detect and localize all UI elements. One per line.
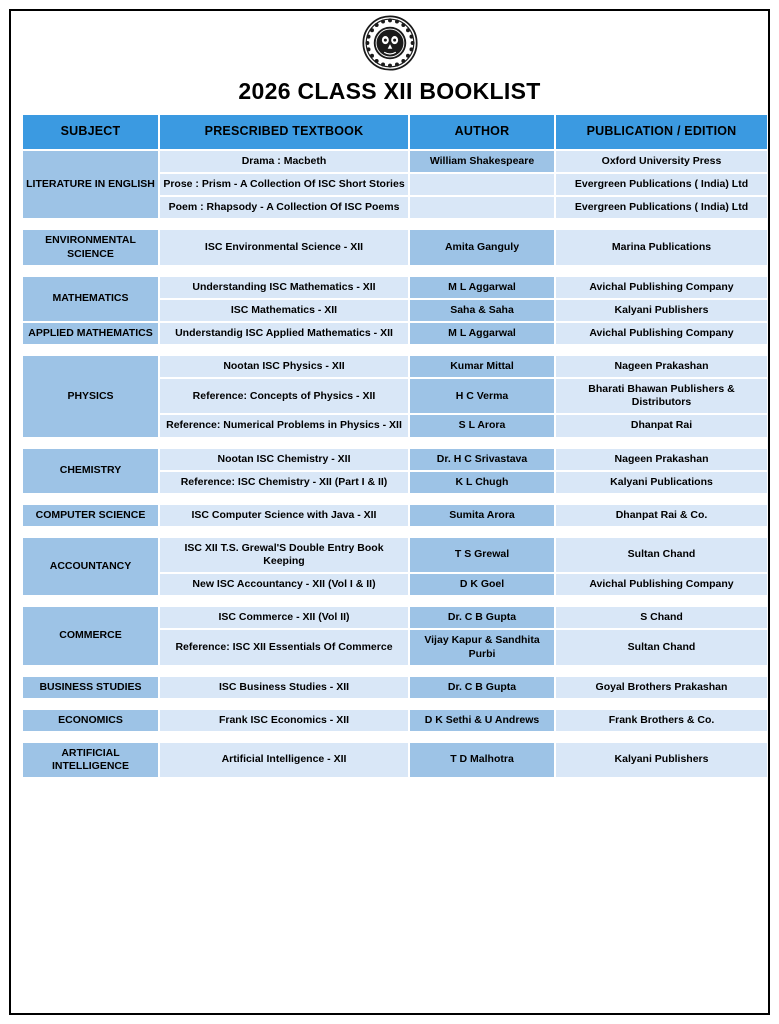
textbook-cell: ISC Commerce - XII (Vol II) (159, 606, 409, 629)
group-spacer-cell (22, 699, 768, 709)
group-spacer-cell (22, 596, 768, 606)
publication-cell: Nageen Prakashan (555, 355, 768, 378)
school-emblem-icon (361, 14, 419, 72)
textbook-cell: New ISC Accountancy - XII (Vol I & II) (159, 573, 409, 596)
textbook-cell: Reference: ISC XII Essentials Of Commerce (159, 629, 409, 665)
column-header-subject: SUBJECT (22, 114, 159, 150)
author-cell: Vijay Kapur & Sandhita Purbi (409, 629, 555, 665)
group-spacer (22, 699, 768, 709)
logo-container (22, 12, 757, 74)
author-cell: Dr. C B Gupta (409, 606, 555, 629)
group-spacer (22, 527, 768, 537)
group-spacer (22, 266, 768, 276)
publication-cell: Sultan Chand (555, 537, 768, 573)
publication-cell: Kalyani Publications (555, 471, 768, 494)
publication-cell: Bharati Bhawan Publishers & Distributors (555, 378, 768, 414)
subject-cell: LITERATURE IN ENGLISH (22, 150, 159, 219)
textbook-cell: Poem : Rhapsody - A Collection Of ISC Poems (159, 196, 409, 219)
publication-cell: Kalyani Publishers (555, 742, 768, 778)
table-row (22, 606, 768, 629)
group-spacer (22, 494, 768, 504)
author-cell: T S Grewal (409, 537, 555, 573)
textbook-cell: Understandig ISC Applied Mathematics - XII (159, 322, 409, 345)
table-row (22, 276, 768, 299)
textbook-cell: ISC Mathematics - XII (159, 299, 409, 322)
textbook-cell: Artificial Intelligence - XII (159, 742, 409, 778)
group-spacer (22, 219, 768, 229)
author-cell (409, 196, 555, 219)
textbook-cell: Nootan ISC Physics - XII (159, 355, 409, 378)
group-spacer-cell (22, 527, 768, 537)
author-cell: M L Aggarwal (409, 322, 555, 345)
author-cell: Sumita Arora (409, 504, 555, 527)
publication-cell: Oxford University Press (555, 150, 768, 173)
column-header-author: AUTHOR (409, 114, 555, 150)
publication-cell: Kalyani Publishers (555, 299, 768, 322)
textbook-cell: Reference: ISC Chemistry - XII (Part I & II) (159, 471, 409, 494)
subject-cell: MATHEMATICS (22, 276, 159, 322)
subject-cell: COMMERCE (22, 606, 159, 665)
group-spacer (22, 732, 768, 742)
textbook-cell: Understanding ISC Mathematics - XII (159, 276, 409, 299)
group-spacer-cell (22, 219, 768, 229)
table-row (22, 150, 768, 173)
author-cell: Dr. H C Srivastava (409, 448, 555, 471)
group-spacer-cell (22, 494, 768, 504)
author-cell: D K Goel (409, 573, 555, 596)
table-row (22, 709, 768, 732)
publication-cell: Sultan Chand (555, 629, 768, 665)
author-cell: H C Verma (409, 378, 555, 414)
subject-cell: CHEMISTRY (22, 448, 159, 494)
author-cell: Saha & Saha (409, 299, 555, 322)
author-cell: K L Chugh (409, 471, 555, 494)
table-header-row (22, 114, 768, 150)
textbook-cell: Reference: Numerical Problems in Physics - XII (159, 414, 409, 437)
publication-cell: Nageen Prakashan (555, 448, 768, 471)
group-spacer (22, 666, 768, 676)
publication-cell: Avichal Publishing Company (555, 322, 768, 345)
publication-cell: Avichal Publishing Company (555, 573, 768, 596)
table-row (22, 504, 768, 527)
subject-cell: ENVIRONMENTAL SCIENCE (22, 229, 159, 265)
textbook-cell: Frank ISC Economics - XII (159, 709, 409, 732)
page-content (14, 10, 765, 784)
author-cell: Dr. C B Gupta (409, 676, 555, 699)
page-title: 2026 CLASS XII BOOKLIST (238, 78, 541, 104)
footer-spacer (22, 778, 757, 784)
group-spacer (22, 345, 768, 355)
textbook-cell: ISC Business Studies - XII (159, 676, 409, 699)
textbook-cell: Prose : Prism - A Collection Of ISC Short Stories (159, 173, 409, 196)
table-row (22, 322, 768, 345)
table-row (22, 355, 768, 378)
table-row (22, 676, 768, 699)
textbook-cell: ISC XII T.S. Grewal'S Double Entry Book Keeping (159, 537, 409, 573)
publication-cell: Goyal Brothers Prakashan (555, 676, 768, 699)
subject-cell: ARTIFICIAL INTELLIGENCE (22, 742, 159, 778)
author-cell: Kumar Mittal (409, 355, 555, 378)
group-spacer (22, 438, 768, 448)
group-spacer-cell (22, 732, 768, 742)
textbook-cell: ISC Environmental Science - XII (159, 229, 409, 265)
column-header-publication: PUBLICATION / EDITION (555, 114, 768, 150)
booklist-table (22, 114, 768, 778)
subject-cell: ACCOUNTANCY (22, 537, 159, 596)
group-spacer-cell (22, 666, 768, 676)
publication-cell: Frank Brothers & Co. (555, 709, 768, 732)
publication-cell: Evergreen Publications ( India) Ltd (555, 173, 768, 196)
textbook-cell: Reference: Concepts of Physics - XII (159, 378, 409, 414)
author-cell: William Shakespeare (409, 150, 555, 173)
table-row (22, 537, 768, 573)
publication-cell: S Chand (555, 606, 768, 629)
subject-cell: PHYSICS (22, 355, 159, 438)
publication-cell: Marina Publications (555, 229, 768, 265)
author-cell: D K Sethi & U Andrews (409, 709, 555, 732)
author-cell (409, 173, 555, 196)
subject-cell: COMPUTER SCIENCE (22, 504, 159, 527)
publication-cell: Evergreen Publications ( India) Ltd (555, 196, 768, 219)
subject-cell: ECONOMICS (22, 709, 159, 732)
column-header-textbook: PRESCRIBED TEXTBOOK (159, 114, 409, 150)
publication-cell: Dhanpat Rai & Co. (555, 504, 768, 527)
table-row (22, 448, 768, 471)
table-row (22, 229, 768, 265)
group-spacer-cell (22, 438, 768, 448)
textbook-cell: Nootan ISC Chemistry - XII (159, 448, 409, 471)
table-row (22, 742, 768, 778)
table-body (22, 150, 768, 778)
textbook-cell: Drama : Macbeth (159, 150, 409, 173)
textbook-cell: ISC Computer Science with Java - XII (159, 504, 409, 527)
author-cell: S L Arora (409, 414, 555, 437)
publication-cell: Avichal Publishing Company (555, 276, 768, 299)
group-spacer-cell (22, 345, 768, 355)
author-cell: M L Aggarwal (409, 276, 555, 299)
author-cell: T D Malhotra (409, 742, 555, 778)
subject-cell: BUSINESS STUDIES (22, 676, 159, 699)
author-cell: Amita Ganguly (409, 229, 555, 265)
group-spacer (22, 596, 768, 606)
subject-cell: APPLIED MATHEMATICS (22, 322, 159, 345)
publication-cell: Dhanpat Rai (555, 414, 768, 437)
group-spacer-cell (22, 266, 768, 276)
